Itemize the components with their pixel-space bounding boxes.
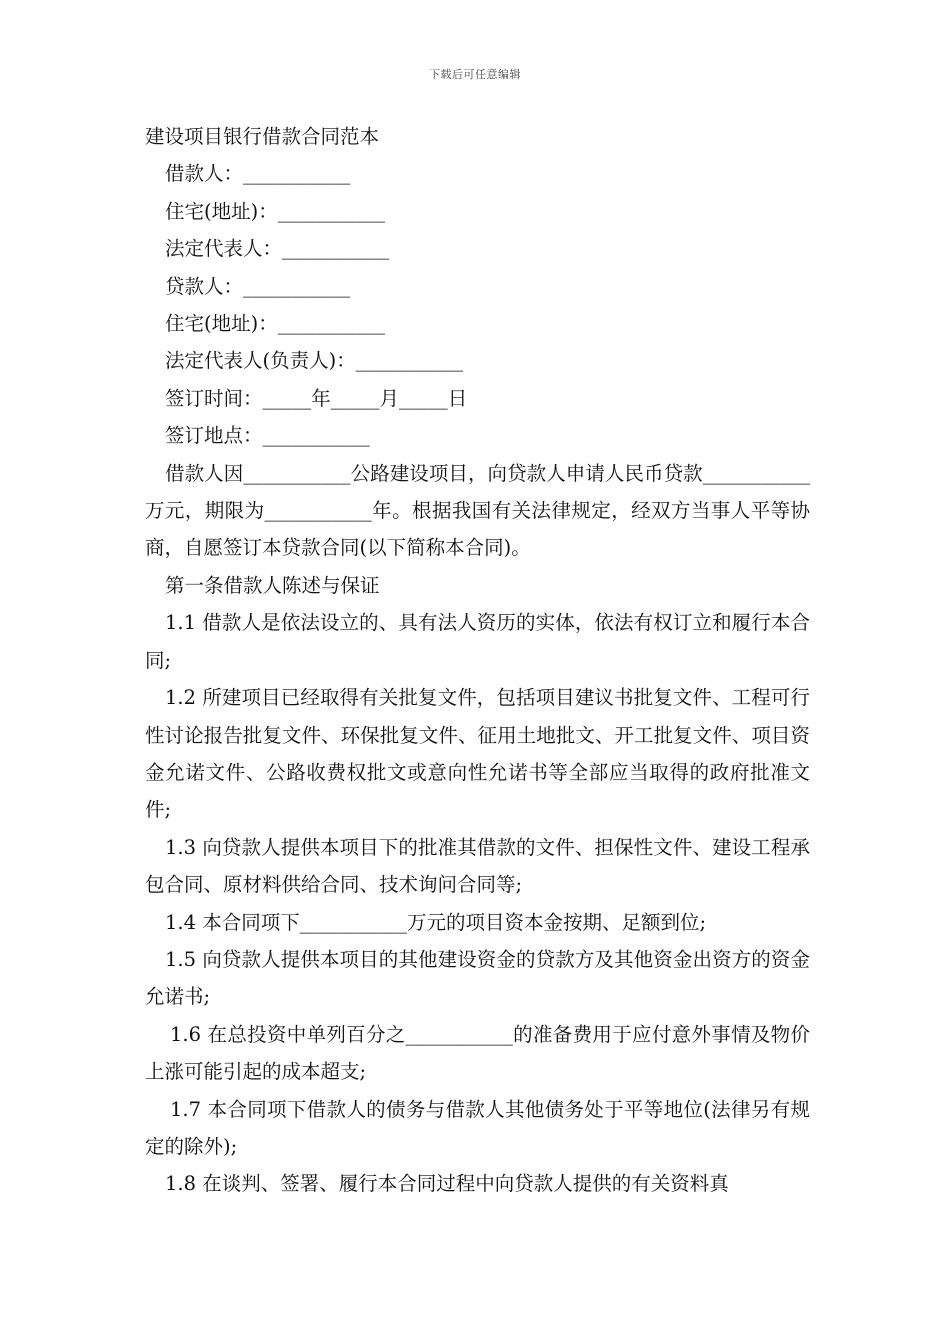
clause-1-4: 1.4 本合同项下___________万元的项目资本金按期、足额到位; — [165, 910, 707, 934]
document-body — [145, 118, 810, 1203]
borrower-address-field: 住宅(地址)：___________ — [165, 199, 385, 223]
lender-field: 贷款人：___________ — [165, 274, 351, 298]
clause-1-3: 1.3 向贷款人提供本项目下的批准其借款的文件、担保性文件、建设工程承包合同、原材料供给合同、技术询问合同等; — [145, 835, 810, 897]
signing-date-field: 签订时间：_____年_____月_____日 — [165, 386, 468, 410]
clause-1-5: 1.5 向贷款人提供本项目的其他建设资金的贷款方及其他资金出资方的资金允诺书; — [145, 947, 810, 1009]
lender-legal-rep-field: 法定代表人(负责人)：___________ — [165, 349, 463, 373]
preamble-paragraph: 借款人因___________公路建设项目，向贷款人申请人民币贷款___________万元，期限为___________年。根据我国有关法律规定，经双方当事人平等协商，自愿签订本贷款合同(以下简称本合同)。 — [145, 461, 810, 560]
lender-address-field: 住宅(地址)：___________ — [165, 312, 385, 336]
borrower-legal-rep-field: 法定代表人：___________ — [165, 237, 390, 261]
clause-1-1: 1.1 借款人是依法设立的、具有法人资历的实体，依法有权订立和履行本合同; — [145, 611, 810, 672]
document-title: 建设项目银行借款合同范本 — [145, 125, 380, 148]
signing-place-field: 签订地点：___________ — [165, 424, 370, 448]
clause-1-8: 1.8 在谈判、签署、履行本合同过程中向贷款人提供的有关资料真 — [165, 1172, 729, 1196]
page-header: 下载后可任意编辑 — [429, 68, 521, 81]
borrower-field: 借款人：___________ — [165, 162, 351, 186]
article-one-heading: 第一条借款人陈述与保证 — [165, 573, 380, 597]
clause-1-6: 1.6 在总投资中单列百分之___________的准备费用于应付意外事情及物价上涨可能引起的成本超支; — [145, 1022, 810, 1084]
clause-1-2: 1.2 所建项目已经取得有关批复文件，包括项目建议书批复文件、工程可行性讨论报告批复文件、环保批复文件、征用土地批文、开工批复文件、项目资金允诺文件、公路收费权批文或意向性允诺书等全部应当取得的政府批准文件; — [145, 686, 810, 822]
clause-1-7: 1.7 本合同项下借款人的债务与借款人其他债务处于平等地位(法律另有规定的除外); — [145, 1097, 810, 1158]
